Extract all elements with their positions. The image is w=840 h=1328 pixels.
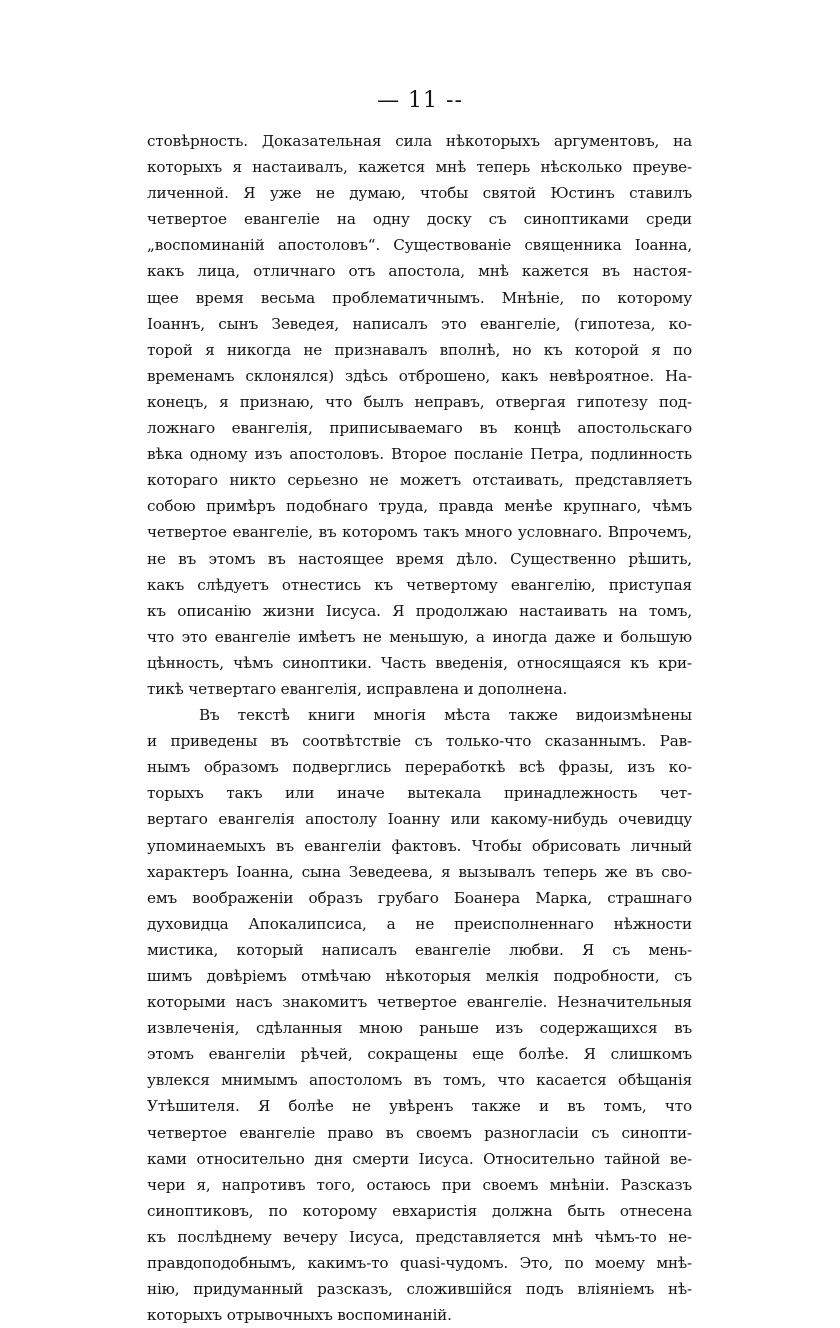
text-line: къ послѣднему вечеру Іисуса, представляется мнѣ чѣмъ-то не- bbox=[147, 1227, 692, 1246]
text-line: какъ слѣдуетъ отнестись къ четвертому евангелію, приступая bbox=[147, 575, 692, 594]
text-line: этомъ евангеліи рѣчей, сокращены еще болѣе. Я слишкомъ bbox=[147, 1045, 692, 1064]
text-line: извлеченія, сдѣланныя мною раньше изъ содержащихся въ bbox=[147, 1019, 692, 1038]
paragraph-2 bbox=[147, 702, 692, 1328]
text-line: духовидца Апокалипсиса, а не преисполненнаго нѣжности bbox=[147, 914, 692, 933]
text-line: щее время весьма проблематичнымъ. Мнѣніе, по которому bbox=[147, 288, 692, 307]
text-line: стовѣрность. Доказательная сила нѣкоторыхъ аргументовъ, на bbox=[147, 132, 692, 150]
text-line: синоптиковъ, по которому евхаристія должна быть отнесена bbox=[147, 1201, 692, 1220]
text-line: мистика, который написалъ евангеліе любви. Я съ мень- bbox=[147, 940, 692, 959]
text-line: цѣнность, чѣмъ синоптики. Часть введенія, относящаяся къ кри- bbox=[147, 653, 692, 672]
paragraph-1 bbox=[147, 128, 692, 702]
text-line: четвертое евангеліе на одну доску съ синоптиками среди bbox=[147, 210, 692, 229]
text-line: упоминаемыхъ въ евангеліи фактовъ. Чтобы обрисовать личный bbox=[147, 836, 692, 855]
text-line: котораго никто серьезно не можетъ отстаивать, представляетъ bbox=[147, 471, 692, 490]
text-line: собою примѣръ подобнаго труда, правда менѣе крупнаго, чѣмъ bbox=[147, 497, 692, 516]
text-line: правдоподобнымъ, какимъ-то quasi-чудомъ. Это, по моему мнѣ- bbox=[147, 1254, 692, 1273]
text-line: конецъ, я признаю, что былъ неправъ, отвергая гипотезу под- bbox=[147, 392, 692, 411]
text-line: временамъ склонялся) здѣсь отброшено, какъ невѣроятное. На- bbox=[147, 366, 692, 385]
text-line: чери я, напротивъ того, остаюсь при своемъ мнѣніи. Разсказъ bbox=[147, 1175, 692, 1194]
text-line: торой я никогда не признавалъ вполнѣ, но къ которой я по bbox=[147, 340, 692, 359]
text-line: ками относительно дня смерти Іисуса. Относительно тайной ве- bbox=[147, 1149, 692, 1168]
text-line: Утѣшителя. Я болѣе не увѣренъ также и въ томъ, что bbox=[147, 1097, 692, 1116]
text-line: которыми насъ знакомитъ четвертое евангеліе. Незначительныя bbox=[147, 993, 692, 1012]
text-line: вертаго евангелія апостолу Іоанну или какому-нибудь очевидцу bbox=[147, 810, 692, 829]
text-line: Іоаннъ, сынъ Зеведея, написалъ это евангеліе, (гипотеза, ко- bbox=[147, 314, 692, 333]
text-line: Въ текстѣ книги многія мѣста также видоизмѣнены bbox=[199, 706, 692, 725]
text-line: и приведены въ соотвѣтствіе съ только-что сказаннымъ. Рав- bbox=[147, 732, 692, 751]
body-text bbox=[147, 128, 692, 1328]
text-line: емъ воображеніи образъ грубаго Боанера Марка, страшнаго bbox=[147, 888, 692, 907]
text-line: что это евангеліе имѣетъ не меньшую, а иногда даже и большую bbox=[147, 627, 692, 646]
text-line: увлекся мнимымъ апостоломъ въ томъ, что касается обѣщанія bbox=[147, 1071, 692, 1090]
text-line: которыхъ я настаивалъ, кажется мнѣ теперь нѣсколько преуве- bbox=[147, 158, 692, 177]
text-line: „воспоминаній апостоловъ“. Существованіе священника Іоанна, bbox=[147, 236, 692, 255]
page-number: — 11 -- bbox=[377, 88, 463, 113]
text-line: характеръ Іоанна, сына Зеведеева, я вызывалъ теперь же въ сво- bbox=[147, 862, 692, 881]
text-line: четвертое евангеліе право въ своемъ разногласіи съ синопти- bbox=[147, 1123, 692, 1142]
text-line: ложнаго евангелія, приписываемаго въ концѣ апостольскаго bbox=[147, 419, 692, 438]
text-line: нію, придуманный разсказъ, сложившійся подъ вліяніемъ нѣ- bbox=[147, 1280, 692, 1299]
text-line: какъ лица, отличнаго отъ апостола, мнѣ кажется въ настоя- bbox=[147, 262, 692, 281]
text-line: вѣка одному изъ апостоловъ. Второе посланіе Петра, подлинность bbox=[147, 445, 692, 464]
text-line: четвертое евангеліе, въ которомъ такъ много условнаго. Впрочемъ, bbox=[147, 523, 692, 542]
text-line: торыхъ такъ или иначе вытекала принадлежность чет- bbox=[147, 784, 692, 803]
text-line: которыхъ отрывочныхъ воспоминаній. bbox=[147, 1306, 452, 1325]
text-line: нымъ образомъ подверглись переработкѣ всѣ фразы, изъ ко- bbox=[147, 758, 692, 777]
text-line: шимъ довѣріемъ отмѣчаю нѣкоторыя мелкія подробности, съ bbox=[147, 967, 692, 985]
text-line: личенной. Я уже не думаю, чтобы святой Юстинъ ставилъ bbox=[147, 184, 692, 203]
text-line: къ описанію жизни Іисуса. Я продолжаю настаивать на томъ, bbox=[147, 601, 692, 620]
text-line: не въ этомъ въ настоящее время дѣло. Существенно рѣшить, bbox=[147, 549, 692, 568]
text-line: тикѣ четвертаго евангелія, исправлена и дополнена. bbox=[147, 679, 568, 698]
